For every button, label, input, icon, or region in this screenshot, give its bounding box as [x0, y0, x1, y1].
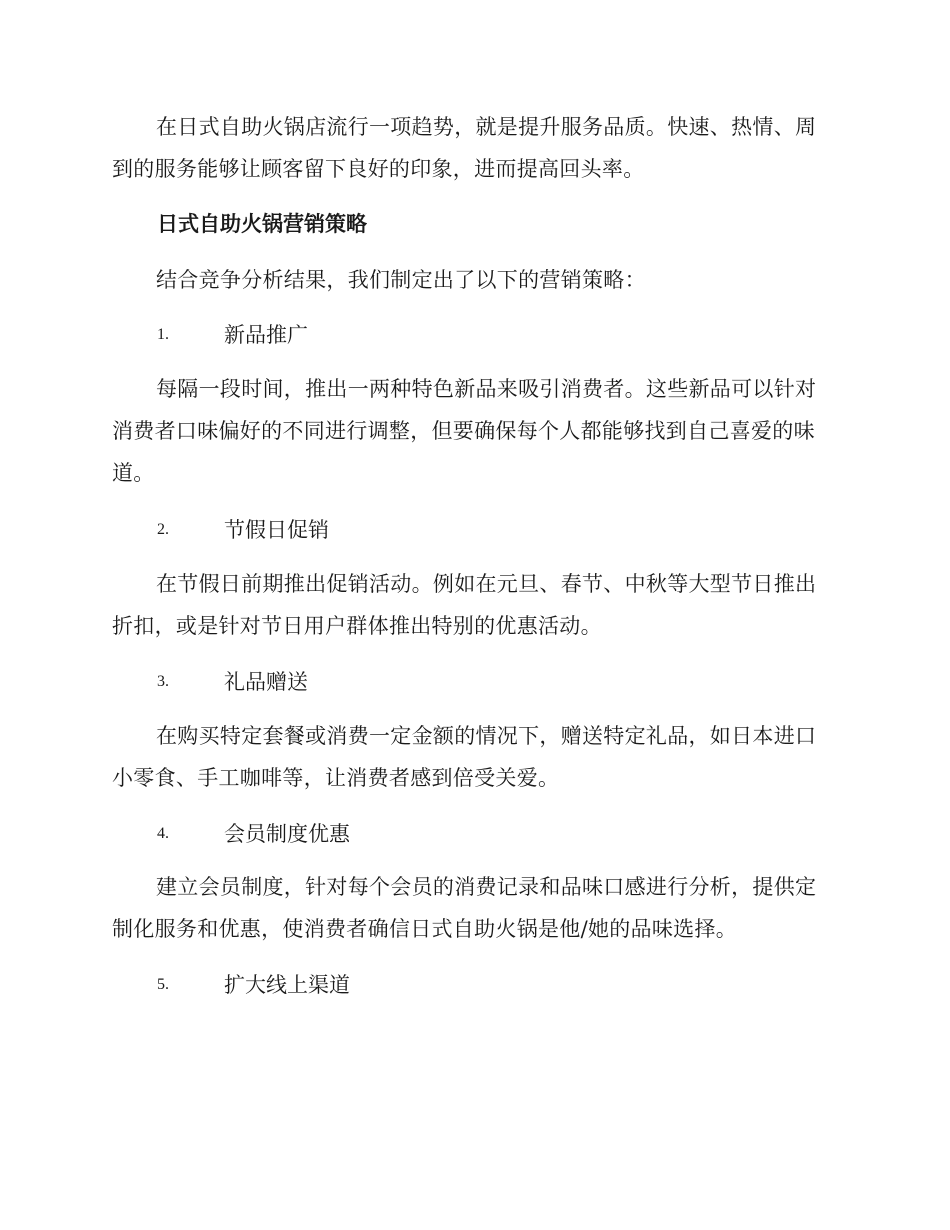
- list-item-title: 会员制度优惠: [224, 822, 350, 846]
- lead-paragraph: 结合竞争分析结果，我们制定出了以下的营销策略：: [156, 268, 646, 292]
- list-item-number: 4.: [157, 825, 169, 842]
- list-item-body: 每隔一段时间，推出一两种特色新品来吸引消费者。这些新品可以针对消费者口味偏好的不同进行调整，但要确保每个人都能够找到自己喜爱的味道。: [112, 377, 817, 485]
- list-item-title: 新品推广: [224, 323, 308, 347]
- list-item-number: 2.: [157, 521, 169, 538]
- section-heading: 日式自助火锅营销策略: [157, 212, 367, 236]
- intro-paragraph: 在日式自助火锅店流行一项趋势，就是提升服务品质。快速、热情、周到的服务能够让顾客留下良好的印象，进而提高回头率。: [112, 115, 817, 181]
- list-item-number: 5.: [157, 976, 169, 993]
- list-item-title: 节假日促销: [224, 518, 329, 542]
- list-item-number: 3.: [157, 673, 169, 690]
- list-item-body: 在购买特定套餐或消费一定金额的情况下，赠送特定礼品，如日本进口小零食、手工咖啡等，让消费者感到倍受关爱。: [112, 724, 817, 790]
- list-item-title: 礼品赠送: [224, 670, 308, 694]
- list-item-body: 在节假日前期推出促销活动。例如在元旦、春节、中秋等大型节日推出折扣，或是针对节日用户群体推出特别的优惠活动。: [112, 572, 817, 638]
- list-item-number: 1.: [157, 326, 169, 343]
- list-item-title: 扩大线上渠道: [224, 973, 350, 997]
- list-item-body: 建立会员制度，针对每个会员的消费记录和品味口感进行分析，提供定制化服务和优惠，使消费者确信日式自助火锅是他/她的品味选择。: [112, 875, 817, 941]
